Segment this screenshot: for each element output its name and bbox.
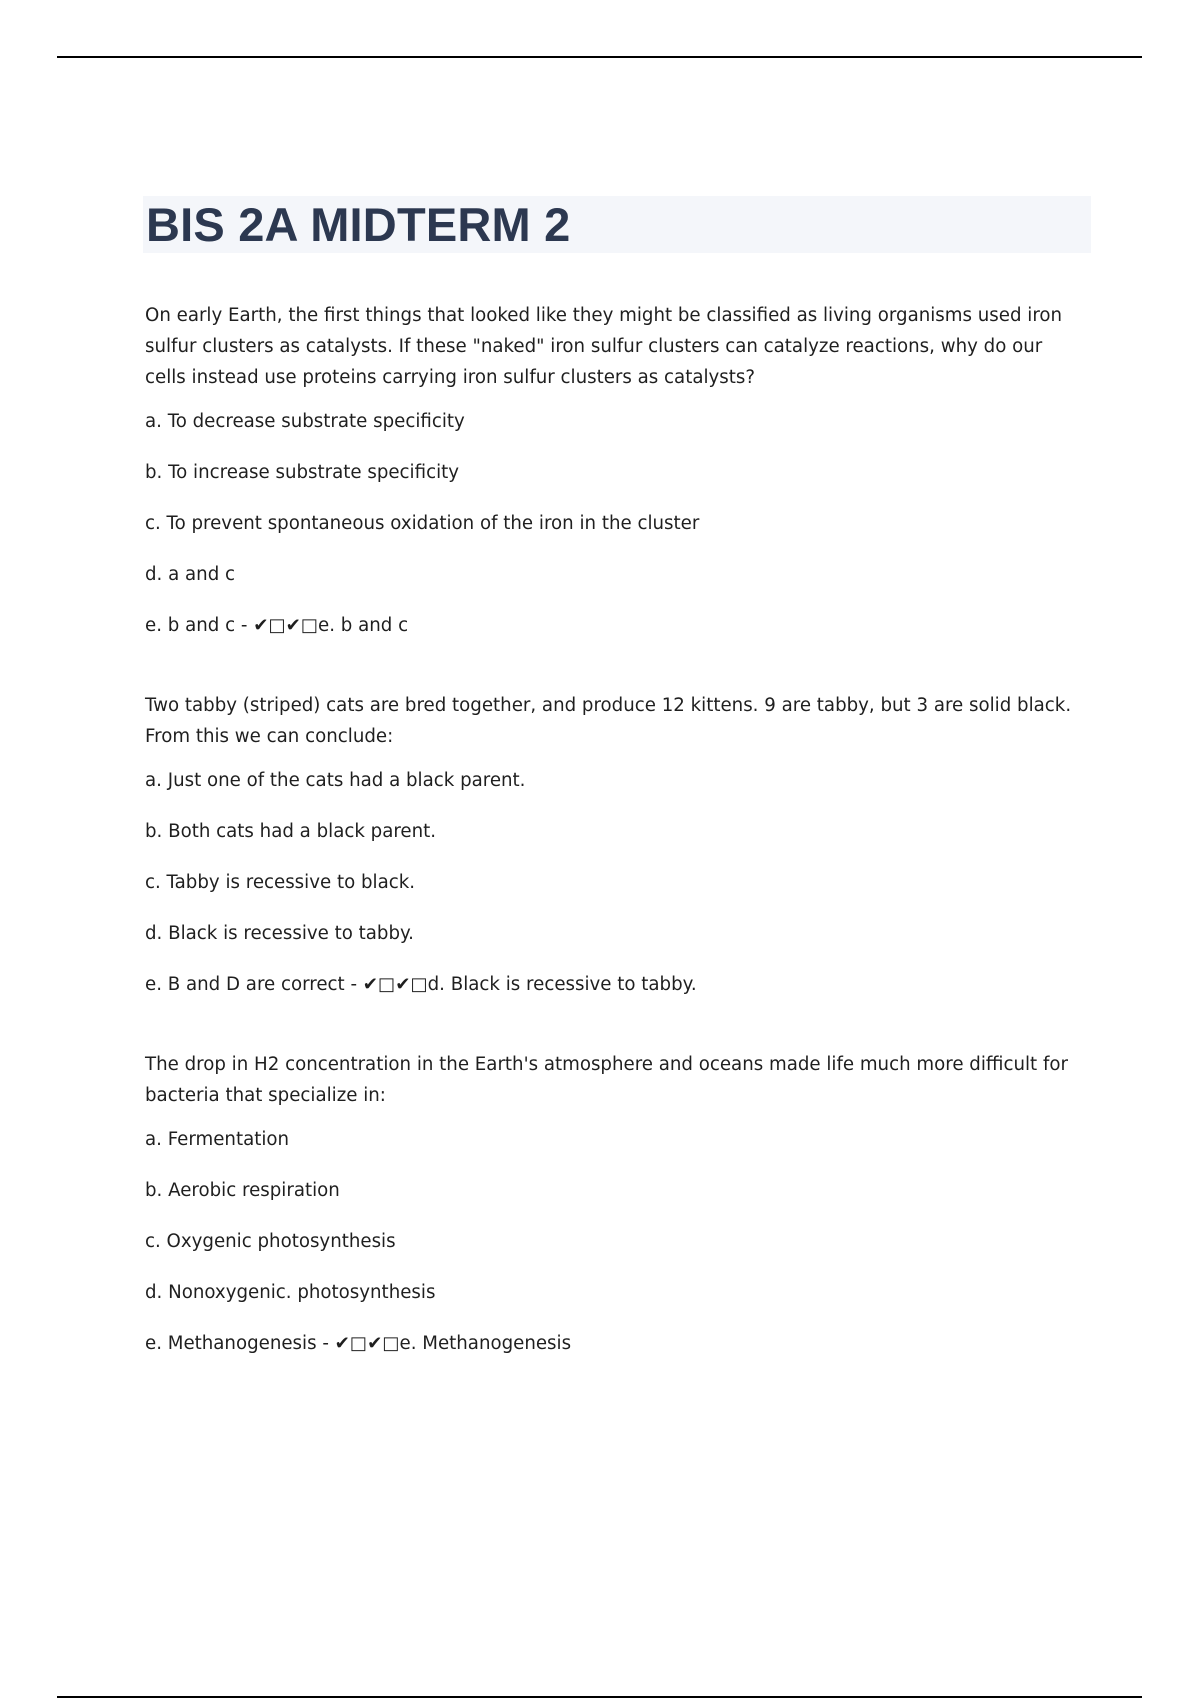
- question-stem: Two tabby (striped) cats are bred together, and produce 12 kittens. 9 are tabby, but 3 are solid black. From this we can conclude:: [145, 695, 1072, 747]
- header-rule: [57, 56, 1142, 58]
- option-d: d. Nonoxygenic. photosynthesis: [145, 1282, 436, 1303]
- option-d: d. a and c: [145, 564, 236, 585]
- option-e-answer: e. b and c - ✔□✔□e. b and c: [145, 615, 409, 636]
- footer-rule: [57, 1696, 1142, 1698]
- question-3: [145, 1049, 1075, 1356]
- option-b: b. To increase substrate specificity: [145, 462, 460, 483]
- option-a: a. To decrease substrate specificity: [145, 411, 465, 432]
- option-d: d. Black is recessive to tabby.: [145, 923, 414, 944]
- option-b: b. Aerobic respiration: [145, 1180, 340, 1201]
- question-2: [145, 690, 1075, 997]
- question-stem: The drop in H2 concentration in the Earth's atmosphere and oceans made life much more difficult for bacteria that specialize in:: [145, 1054, 1068, 1106]
- option-e-answer: e. B and D are correct - ✔□✔□d. Black is recessive to tabby.: [145, 974, 697, 995]
- option-a: a. Just one of the cats had a black parent.: [145, 770, 526, 791]
- option-c: c. Tabby is recessive to black.: [145, 872, 416, 893]
- question-list: [145, 300, 1075, 1408]
- option-a: a. Fermentation: [145, 1129, 290, 1150]
- option-b: b. Both cats had a black parent.: [145, 821, 437, 842]
- document-title: BIS 2A MIDTERM 2: [146, 198, 571, 251]
- option-e-answer: e. Methanogenesis - ✔□✔□e. Methanogenesis: [145, 1333, 572, 1354]
- question-1: [145, 300, 1075, 638]
- option-c: c. To prevent spontaneous oxidation of the iron in the cluster: [145, 513, 700, 534]
- option-c: c. Oxygenic photosynthesis: [145, 1231, 396, 1252]
- question-stem: On early Earth, the first things that looked like they might be classified as living organisms used iron sulfur clusters as catalysts. If these "naked" iron sulfur clusters can catalyze reactions, why do our cells instead use proteins carrying iron sulfur clusters as catalysts?: [145, 305, 1063, 388]
